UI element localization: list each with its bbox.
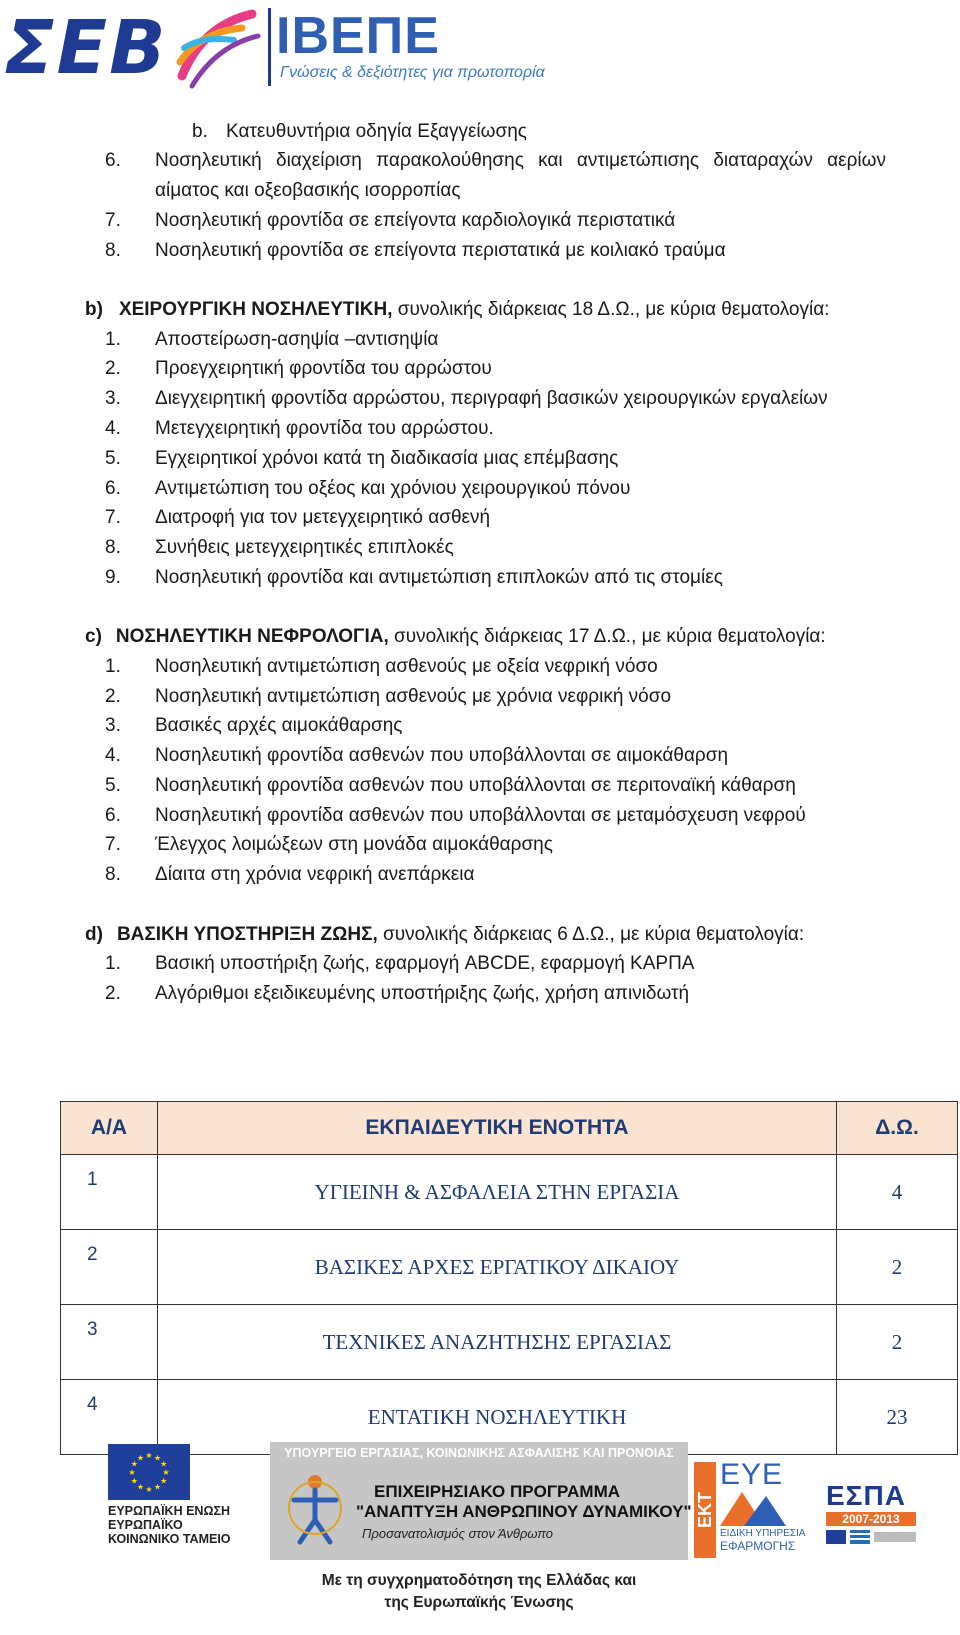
list-num: b. [192,121,208,142]
list-num: 6. [105,150,121,171]
eye-subtitle [720,1528,805,1552]
list-item-text: Νοσηλευτική φροντίδα ασθενών που υποβάλλονται σε αιμοκάθαρση [155,745,729,766]
table-cell-index: 3 [61,1305,158,1380]
list-item-text: Νοσηλευτική διαχείριση παρακολούθησης και αντιμετώπισης διαταραχών αερίων [155,150,886,171]
espa-logo [822,1480,922,1550]
svg-text:★: ★ [153,1453,162,1463]
list-item-text: Νοσηλευτική φροντίδα σε επείγοντα περιστατικά με κοιλιακό τραύμα [155,240,726,261]
header-divider [268,8,271,86]
sev-logo: ΣΕΒ [4,5,168,91]
svg-text:★: ★ [136,1482,145,1492]
ekt-label: ΕΚΤ [694,1462,716,1558]
eye-triangles-icon [720,1492,786,1526]
list-item-text: Νοσηλευτική αντιμετώπιση ασθενούς με χρόνια νεφρική νόσο [155,686,672,707]
list-num: 2. [105,983,121,1004]
svg-text:★: ★ [145,1451,153,1460]
table-row [61,1155,958,1230]
table-header-cell: ΕΚΠΑΙΔΕΥΤΙΚΗ ΕΝΟΤΗΤΑ [158,1102,837,1155]
table-cell-module: ΥΓΙΕΙΝΗ & ΑΣΦΑΛΕΙΑ ΣΤΗΝ ΕΡΓΑΣΙΑ [158,1155,837,1230]
eu-fund-line: ΕΥΡΩΠΑΪΚΟ [108,1518,183,1532]
table-header-cell: Α/Α [61,1102,158,1155]
list-num: 5. [105,775,121,796]
list-num: 4. [105,418,121,439]
list-num: 8. [105,240,121,261]
list-item-text: Συνήθεις μετεγχειρητικές επιπλοκές [155,537,454,558]
human-figure-icon [284,1472,346,1546]
list-item-text: Κατευθυντήρια οδηγία Εξαγγείωσης [226,121,527,142]
list-num: 5. [105,448,121,469]
list-item-text: Αντιμετώπιση του οξέος και χρόνιου χειρουργικού πόνου [155,478,631,499]
list-num: 7. [105,210,121,231]
operational-programme-logo [270,1442,692,1560]
table-cell-index: 2 [61,1230,158,1305]
table-cell-module: ΤΕΧΝΙΚΕΣ ΑΝΑΖΗΤΗΣΗΣ ΕΡΓΑΣΙΑΣ [158,1305,837,1380]
svg-text:★: ★ [145,1485,153,1494]
espa-years: 2007-2013 [826,1512,916,1526]
list-item-text: Δίαιτα στη χρόνια νεφρική ανεπάρκεια [155,864,475,885]
svg-text:★: ★ [136,1453,145,1463]
header [0,0,960,100]
section-title: ΒΑΣΙΚΗ ΥΠΟΣΤΗΡΙΞΗ ΖΩΗΣ, [116,924,378,945]
table-row [61,1305,958,1380]
section-title: ΝΟΣΗΛΕΥΤΙΚΗ ΝΕΦΡΟΛΟΓΙΑ, [115,626,389,647]
list-item-text: Έλεγχος λοιμώξεων στη μονάδα αιμοκάθαρσης [155,834,553,855]
section-heading [85,298,829,322]
list-num: 4. [105,745,121,766]
table-cell-hours: 2 [837,1230,958,1305]
list-item-text: Διεγχειρητική φροντίδα αρρώστου, περιγραφή βασικών χειρουργικών εργαλείων [155,388,828,409]
eu-flag-icon [108,1444,190,1500]
section-heading [85,625,826,649]
section-title: ΧΕΙΡΟΥΡΓΙΚΗ ΝΟΣΗΛΕΥΤΙΚΗ, [118,299,393,320]
section-rest: συνολικής διάρκειας 6 Δ.Ω., με κύρια θεματολογία: [377,924,805,945]
ekt-eye-logo [694,1458,806,1562]
table-cell-index: 4 [61,1380,158,1455]
ministry-label: ΥΠΟΥΡΓΕΙΟ ΕΡΓΑΣΙΑΣ, ΚΟΙΝΩΝΙΚΗΣ ΑΣΦΑΛΙΣΗΣ ΚΑΙ ΠΡΟΝΟΙΑΣ [284,1446,674,1460]
list-item-text: Μετεγχειρητική φροντίδα του αρρώστου. [155,418,494,439]
cofunding-line: Με τη συγχρηματοδότηση της Ελλάδας και [321,1572,637,1589]
section-rest: συνολικής διάρκειας 17 Δ.Ω., με κύρια θεματολογία: [388,626,826,647]
table-header-cell: Δ.Ω. [837,1102,958,1155]
op-title [356,1482,692,1522]
list-num: 2. [105,686,121,707]
ivepe-logo: ΙΒΕΠΕ [276,7,440,65]
cofunding-statement [270,1570,688,1614]
svg-text:★: ★ [130,1459,138,1469]
list-num: 1. [105,953,121,974]
table-cell-module: ΒΑΣΙΚΕΣ ΑΡΧΕΣ ΕΡΓΑΤΙΚΟΥ ΔΙΚΑΙΟΥ [158,1230,837,1305]
list-num: 8. [105,864,121,885]
list-num: 9. [105,567,121,588]
list-num: 2. [105,358,121,379]
table-row [61,1230,958,1305]
section-heading [85,923,804,947]
list-item-text: Νοσηλευτική φροντίδα και αντιμετώπιση επιπλοκών από τις στομίες [155,567,723,588]
table-cell-hours: 23 [837,1380,958,1455]
list-item-text: Νοσηλευτική φροντίδα σε επείγοντα καρδιολογικά περιστατικά [155,210,676,231]
modules-table [60,1101,958,1455]
eu-fund-label [108,1504,231,1546]
ivepe-tagline: Γνώσεις & δεξιότητες για πρωτοπορία [280,64,545,81]
list-item-text: Βασική υποστήριξη ζωής, εφαρμογή ABCDE, εφαρμογή ΚΑΡΠΑ [155,953,695,974]
eye-subtitle-line: ΕΙΔΙΚΗ ΥΠΗΡΕΣΙΑ [720,1528,806,1539]
list-num: 8. [105,537,121,558]
table-header-row [61,1102,958,1155]
list-num: 3. [105,388,121,409]
section-label: d) [85,924,103,945]
table-cell-hours: 4 [837,1155,958,1230]
list-item-text: Νοσηλευτική φροντίδα ασθενών που υποβάλλονται σε μεταμόσχευση νεφρού [155,805,806,826]
espa-flags-icon [826,1530,916,1544]
sev-swirl-icon [172,6,262,90]
list-item-text: Εγχειρητικοί χρόνοι κατά τη διαδικασία μιας επέμβασης [155,448,619,469]
list-num: 6. [105,805,121,826]
list-num: 7. [105,507,121,528]
list-num: 3. [105,715,121,736]
section-label: c) [85,626,102,647]
list-item-text: Νοσηλευτική φροντίδα ασθενών που υποβάλλονται σε περιτοναϊκή κάθαρση [155,775,796,796]
list-item-text: Νοσηλευτική αντιμετώπιση ασθενούς με οξεία νεφρική νόσο [155,656,658,677]
svg-text:★: ★ [162,1468,170,1477]
list-item-text: Αποστείρωση-ασηψία –αντισηψία [155,329,439,350]
svg-text:★: ★ [160,1459,168,1469]
list-item-text-cont: αίματος και οξεοβασικής ισορροπίας [155,180,461,201]
list-item-text: Αλγόριθμοι εξειδικευμένης υποστήριξης ζωής, χρήση απινιδωτή [155,983,690,1004]
list-num: 1. [105,656,121,677]
op-title-line: "ΑΝΑΠΤΥΞΗ ΑΝΘΡΩΠΙΝΟΥ ΔΥΝΑΜΙΚΟΥ" [356,1502,692,1521]
espa-label: ΕΣΠΑ [826,1480,906,1511]
list-num: 1. [105,329,121,350]
svg-text:★: ★ [128,1468,136,1477]
list-item-text: Βασικές αρχές αιμοκάθαρσης [155,715,403,736]
eu-fund-line: ΚΟΙΝΩΝΙΚΟ ΤΑΜΕΙΟ [108,1532,231,1546]
footer-logos [0,1440,960,1635]
list-item-text: Διατροφή για τον μετεγχειρητικό ασθενή [155,507,491,528]
eye-subtitle-line: ΕΦΑΡΜΟΓΗΣ [720,1539,796,1553]
list-num: 6. [105,478,121,499]
table-cell-hours: 2 [837,1305,958,1380]
eu-fund-line: ΕΥΡΩΠΑΪΚΗ ΕΝΩΣΗ [108,1504,231,1518]
svg-text:★: ★ [153,1482,162,1492]
svg-text:★: ★ [160,1476,168,1486]
op-title-line: ΕΠΙΧΕΙΡΗΣΙΑΚΟ ΠΡΟΓΡΑΜΜΑ [374,1482,621,1501]
table-cell-module: ΕΝΤΑΤΙΚΗ ΝΟΣΗΛΕΥΤΙΚΗ [158,1380,837,1455]
eye-label: ΕΥΕ [720,1458,784,1491]
list-num: 7. [105,834,121,855]
op-slogan: Προσανατολισμός στον Άνθρωπο [362,1526,553,1541]
cofunding-line: της Ευρωπαϊκής Ένωσης [384,1594,574,1611]
section-label: b) [85,299,103,320]
list-item-text: Προεγχειρητική φροντίδα του αρρώστου [155,358,492,379]
svg-text:★: ★ [130,1476,138,1486]
section-rest: συνολικής διάρκειας 18 Δ.Ω., με κύρια θεματολογία: [392,299,830,320]
table-cell-index: 1 [61,1155,158,1230]
